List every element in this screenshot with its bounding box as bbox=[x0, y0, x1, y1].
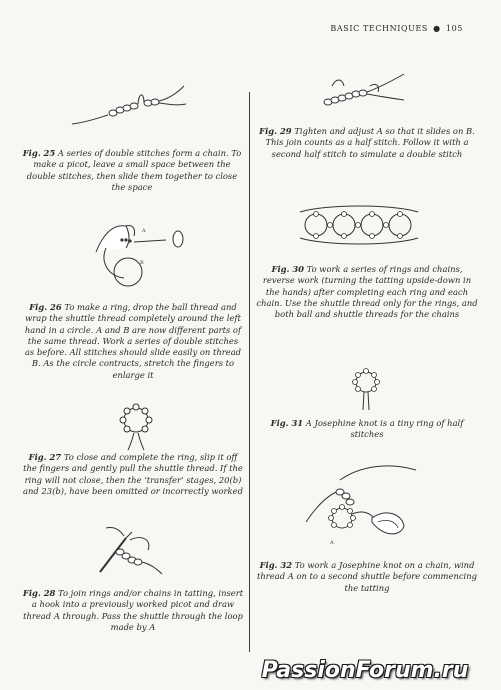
fig30-illustration bbox=[296, 194, 422, 256]
fig31-illustration bbox=[348, 364, 384, 412]
fig28-illustration bbox=[96, 520, 168, 582]
fig26-caption bbox=[22, 302, 244, 381]
fig30-caption bbox=[256, 264, 478, 320]
running-header bbox=[330, 24, 463, 33]
fig28-label: Fig. 28 bbox=[22, 588, 56, 598]
fig26-label: Fig. 26 bbox=[29, 302, 62, 312]
fig28-caption bbox=[22, 588, 244, 633]
watermark: PassionForum.ru bbox=[261, 657, 469, 683]
fig31-label: Fig. 31 bbox=[270, 418, 304, 428]
fig29-illustration bbox=[318, 72, 408, 118]
fig27-label: Fig. 27 bbox=[28, 452, 62, 462]
fig26-illustration bbox=[86, 212, 198, 298]
fig27-illustration bbox=[114, 398, 160, 452]
fig26-text: To make a ring, drop the ball thread and wrap the shuttle thread completely around the left hand in a circle. A and B are now different parts of the same thread. Work a series of double stitches as before. All stitches should slide easily on thread B. As the circle contracts, stretch the fingers to enlarge it bbox=[24, 302, 242, 380]
fig29-text: Tighten and adjust A so that it slides on B. This join counts as a half stitch. Follow it with a second half stitch to simulate a double stitch bbox=[265, 126, 475, 159]
fig30-label: Fig. 30 bbox=[271, 264, 304, 274]
section-title: BASIC TECHNIQUES bbox=[330, 24, 429, 33]
fig27-caption bbox=[22, 452, 244, 497]
svg-text:A: A bbox=[330, 540, 334, 546]
fig30-text: To work a series of rings and chains, reverse work (turning the tatting upside-down in the hands) after completing each ring and each chain. Use the shuttle thread only for the rings, and both ball and shuttle threads for the chains bbox=[256, 264, 478, 320]
fig29-caption bbox=[256, 126, 478, 160]
fig25-text: A series of double stitches form a chain. To make a picot, leave a small space between the double stitches, then slide them together to close the space bbox=[26, 148, 242, 192]
fig31-text: A Josephine knot is a tiny ring of half stitches bbox=[305, 418, 464, 440]
fig32-label: Fig. 32 bbox=[259, 560, 293, 570]
svg-text:A: A bbox=[142, 228, 146, 234]
fig29-label: Fig. 29 bbox=[259, 126, 292, 136]
fig28-text: To join rings and/or chains in tatting, insert a hook into a previously worked picot and draw thread A through. Pass the shuttle through the loop made by A bbox=[23, 588, 244, 632]
fig32-illustration bbox=[300, 452, 422, 548]
fig32-caption bbox=[256, 560, 478, 594]
svg-text:B: B bbox=[140, 260, 144, 266]
fig25-illustration bbox=[68, 82, 188, 132]
page-number: 105 bbox=[445, 24, 463, 33]
column-divider bbox=[249, 92, 250, 652]
fig25-label: Fig. 25 bbox=[22, 148, 56, 158]
fig25-caption bbox=[22, 148, 242, 193]
fig31-caption bbox=[256, 418, 478, 441]
fig27-text: To close and complete the ring, slip it off the fingers and gently pull the shuttle thread. If the ring will not close, then the ‘transfer’ stages, 20(b) and 23(b), have been omitted or incorrectly worked bbox=[23, 452, 243, 496]
fig32-text: To work a Josephine knot on a chain, wind thread A on to a second shuttle before commencing the tatting bbox=[257, 560, 477, 593]
bullet-icon: ● bbox=[433, 24, 441, 33]
